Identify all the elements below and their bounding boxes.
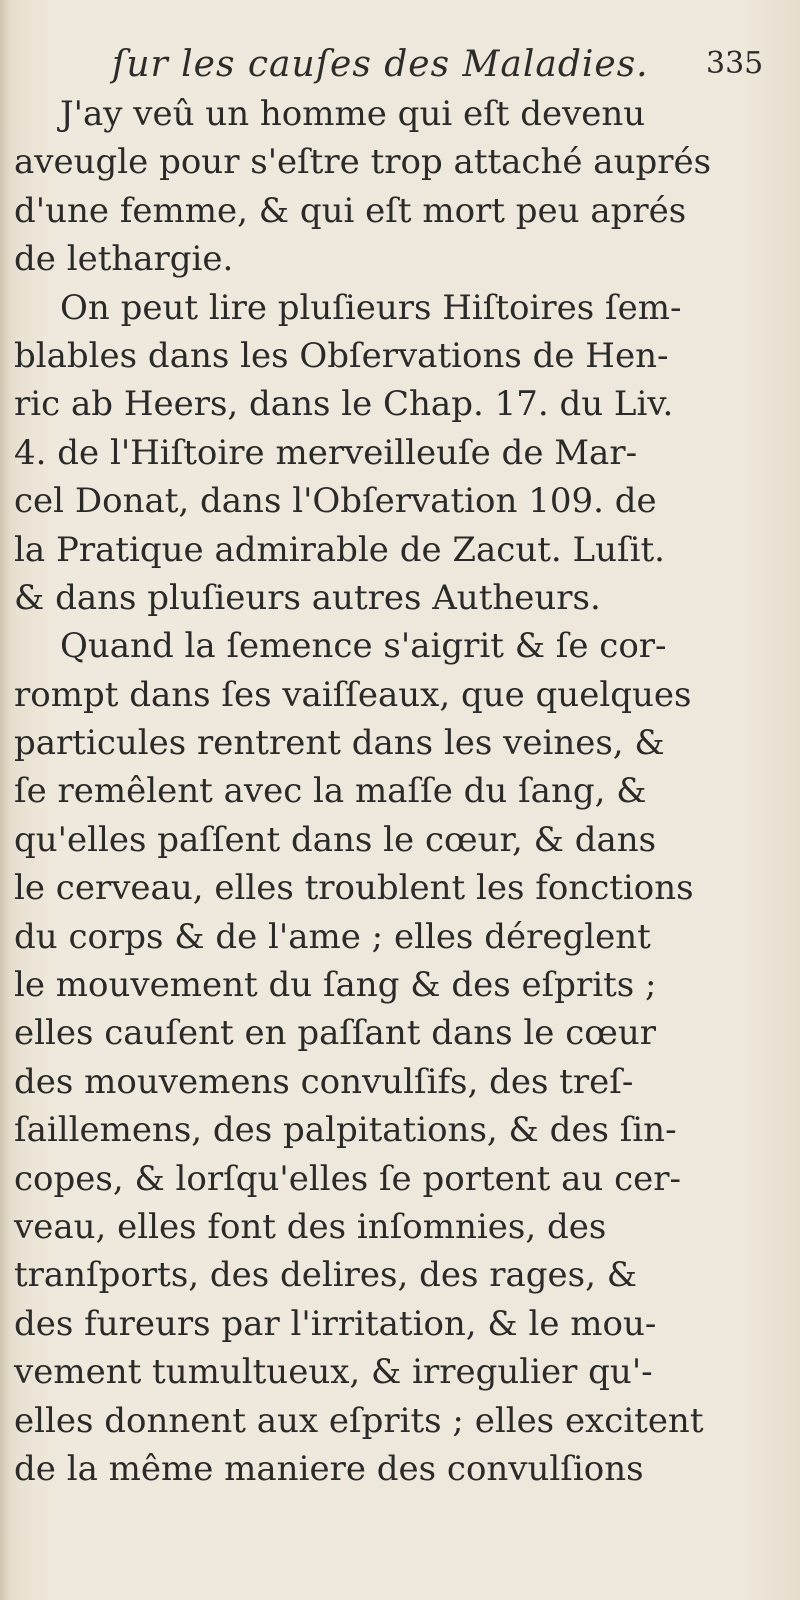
text-line: blables dans les Obſervations de Hen- <box>14 335 669 376</box>
text-line: la Pratique admirable de Zacut. Luſit. <box>14 529 665 570</box>
text-line: Quand la ſemence s'aigrit & ſe cor- <box>60 626 667 667</box>
text-line: On peut lire pluſieurs Hiſtoires ſem- <box>60 287 682 328</box>
text-line: veau, elles font des inſomnies, des <box>14 1206 607 1247</box>
text-line: d'une femme, & qui eſt mort peu aprés <box>14 190 687 231</box>
text-line: ric ab Heers, dans le Chap. 17. du Liv. <box>14 384 674 425</box>
text-line: de la même maniere des convulſions <box>14 1448 644 1489</box>
text-line: copes, & lorſqu'elles ſe portent au cer- <box>14 1158 682 1199</box>
text-line: le mouvement du ſang & des eſprits ; <box>14 965 657 1006</box>
text-line: des fureurs par l'irritation, & le mou- <box>14 1303 657 1344</box>
text-line: du corps & de l'ame ; elles déreglent <box>14 916 651 957</box>
text-line: ſaillemens, des palpitations, & des ſin- <box>14 1110 677 1151</box>
text-line: le cerveau, elles troublent les fonctions <box>14 868 694 909</box>
text-line: des mouvemens convulſifs, des treſ- <box>14 1061 634 1102</box>
text-line: tranſports, des delires, des rages, & <box>14 1255 637 1296</box>
text-line: aveugle pour s'eſtre trop attaché auprés <box>14 142 712 183</box>
text-line: ſe remêlent avec la maſſe du ſang, & <box>14 771 647 812</box>
body-text <box>14 90 712 1493</box>
text-line: J'ay veû un homme qui eſt devenu <box>60 94 646 134</box>
text-line: elles cauſent en paſſant dans le cœur <box>14 1013 656 1054</box>
text-line: de lethargie. <box>14 239 234 280</box>
text-line: & dans pluſieurs autres Autheurs. <box>14 577 601 618</box>
page-header <box>0 44 800 94</box>
text-line: qu'elles paſſent dans le cœur, & dans <box>14 819 657 860</box>
text-line: elles donnent aux eſprits ; elles excitent <box>14 1400 704 1441</box>
text-line: particules rentrent dans les veines, & <box>14 723 665 764</box>
text-line: vement tumultueux, & irregulier qu'- <box>14 1352 653 1393</box>
page-number: 335 <box>706 46 764 81</box>
text-line: rompt dans ſes vaiſſeaux, que quelques <box>14 674 692 715</box>
running-title: ſur les cauſes des Maladies. <box>112 44 649 85</box>
text-line: cel Donat, dans l'Obſervation 109. de <box>14 481 657 522</box>
text-line: 4. de l'Hiſtoire merveilleuſe de Mar- <box>14 432 638 473</box>
page-binding-edge <box>0 0 10 1600</box>
